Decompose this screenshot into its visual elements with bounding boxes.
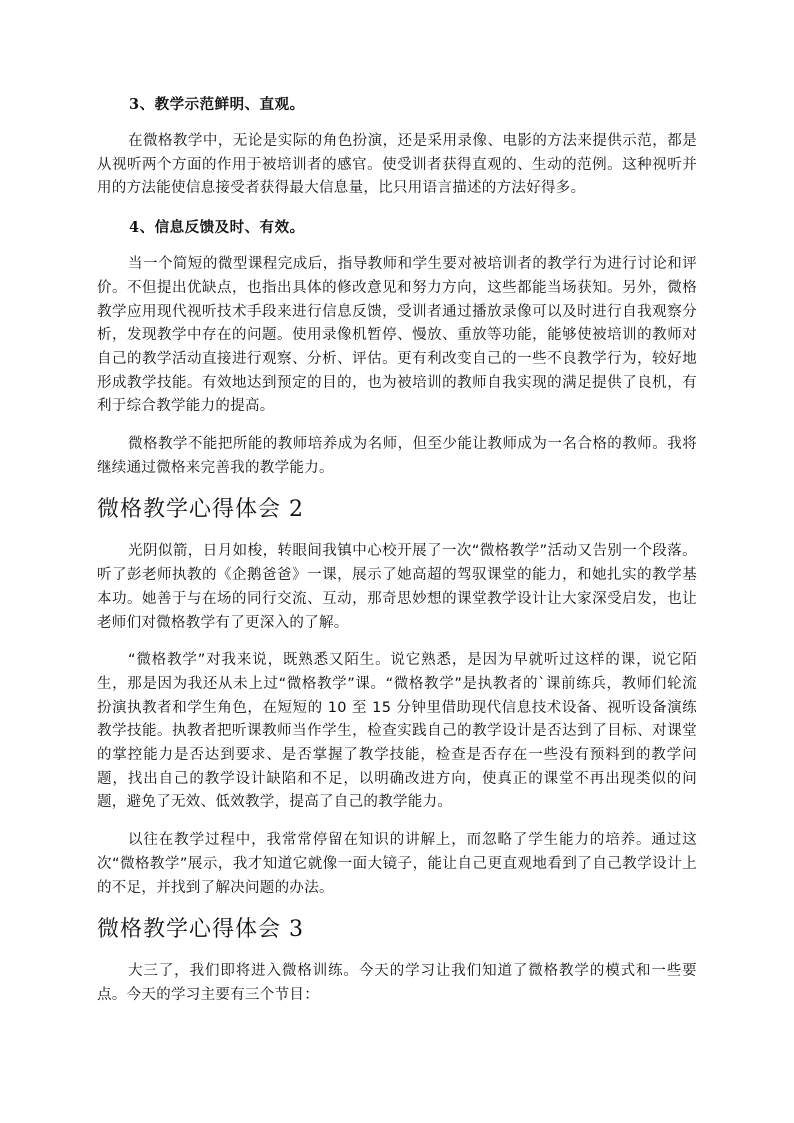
section-title-3: 微格教学心得体会 3 — [97, 917, 304, 943]
subheading-feedback: 4、信息反馈及时、有效。 — [129, 219, 305, 237]
paragraph: 在微格教学中，无论是实际的角色扮演，还是采用录像、电影的方法来提供示范，都是从视听两个方面的作用于被培训者的感官。使受训者获得直观的、生动的范例。这种视听并用的方法能使信息接受者获得最大信息量，比只用语言描述的方法好得多。 — [97, 133, 697, 197]
subheading-demonstration: 3、教学示范鲜明、直观。 — [129, 96, 305, 113]
paragraph: 大三了，我们即将进入微格训练。今天的学习让我们知道了微格教学的模式和一些要点。今天的学习主要有三个节目： — [97, 963, 697, 1003]
document-content — [97, 92, 697, 1022]
paragraph: 以往在教学过程中，我常常停留在知识的讲解上，而忽略了学生能力的培养。通过这次“微格教学”展示，我才知道它就像一面大镜子，能让自己更直观地看到了自己教学设计上的不足，并找到了解决问题的办法。 — [97, 832, 697, 896]
paragraph: 光阴似箭，日月如梭，转眼间我镇中心校开展了一次“微格教学”活动又告别一个段落。听了彭老师执教的《企鹅爸爸》一课，展示了她高超的驾驭课堂的能力，和她扎实的教学基本功。她善于与在场的同行交流、互动，那奇思妙想的课堂教学设计让大家深受启发，也让老师们对微格教学有了更深入的了解。 — [97, 543, 697, 631]
section-title-2: 微格教学心得体会 2 — [97, 497, 304, 523]
paragraph: 微格教学不能把所能的教师培养成为名师，但至少能让教师成为一名合格的教师。我将继续通过微格来完善我的教学能力。 — [97, 436, 697, 476]
paragraph: 当一个简短的微型课程完成后，指导教师和学生要对被培训者的教学行为进行讨论和评价。不但提出优缺点，也指出具体的修改意见和努力方向，这些都能当场获知。另外，微格教学应用现代视听技术手段来进行信息反馈，受训者通过播放录像可以及时进行自我观察分析，发现教学中存在的问题。使用录像机暂停、慢放、重放等功能，能够使被培训的教师对自己的教学活动直接进行观察、分析、评估。更有利改变自己的一些不良教学行为，较好地形成教学技能。有效地达到预定的目的，也为被培训的教师自我实现的满足提供了良机，有利于综合教学能力的提高。 — [97, 256, 697, 415]
paragraph: “微格教学”对我来说，既熟悉又陌生。说它熟悉，是因为早就听过这样的课，说它陌生，那是因为我还从未上过“微格教学”课。“微格教学”是执教者的`课前练兵，教师们轮流扮演执教者和学生角色，在短短的 10 至 15 分钟里借助现代信息技术设备、视听设备演练教学技能。执教者把听课教师当作学生，检查实践自己的教学设计是否达到了目标、对课堂的掌控能力是否达到要求、是否掌握了教学技能，检查是否存在一些没有预料到的教学问题，找出自己的教学设计缺陷和不足，以明确改进方向，使真正的课堂不再出现类似的问题，避免了无效、低效教学，提高了自己的教学能力。 — [97, 652, 697, 811]
